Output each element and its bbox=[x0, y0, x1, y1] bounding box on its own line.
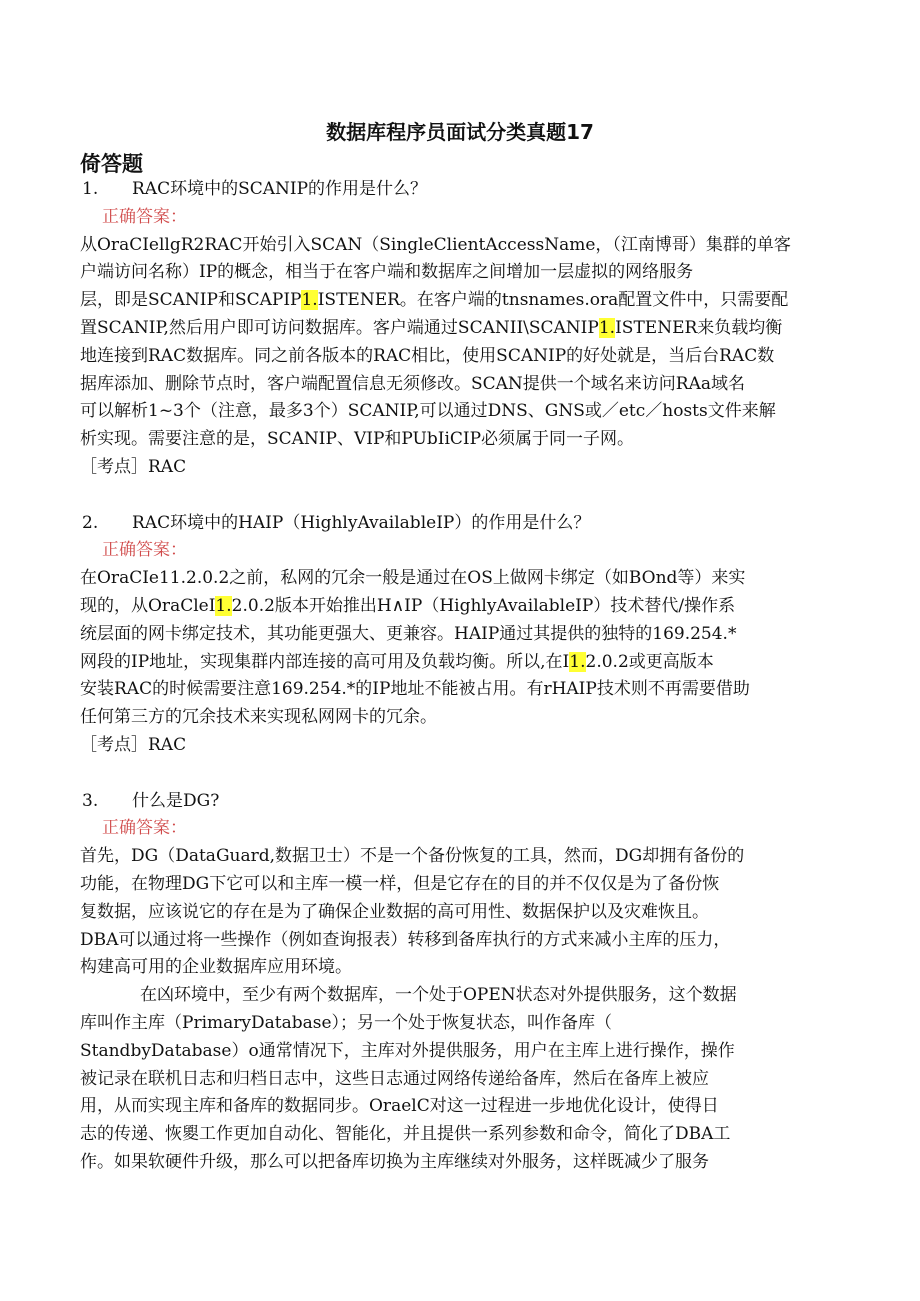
section-heading: 倚答题 bbox=[80, 152, 143, 176]
highlight-mark: 1. bbox=[598, 317, 616, 338]
answer-line: 地连接到RAC数据库。同之前各版本的RAC相比，使用SCANIP的好处就是，当后台RAC数 bbox=[80, 345, 775, 366]
answer-line: 统层面的网卡绑定技术，其功能更强大、更兼容。HAIP通过其提供的独特的169.254.* bbox=[80, 623, 737, 644]
topic-tag: ［考点］RAC bbox=[80, 734, 187, 755]
answer-line: 安装RAC的时候需要注意169.254.*的IP地址不能被占用。有rHAIP技术则不再需要借助 bbox=[80, 679, 750, 700]
answer-line: 置SCANIP,然后用户即可访问数据库。客户端通过SCANII\SCANIP1.ISTENER来负载均衡 bbox=[80, 317, 783, 338]
answer-line: 任何第三方的冗余技术来实现私网网卡的冗余。 bbox=[80, 707, 437, 728]
answer-line: 作。如果软硬件升级，那么可以把备库切换为主库继续对外服务，这样既减少了服务 bbox=[80, 1151, 709, 1172]
question-text: RAC环境中的SCANIP的作用是什么？ bbox=[132, 179, 428, 199]
answer-line: 网段的IP地址，实现集群内部连接的高可用及负载均衡。所以,在I1.2.0.2或更高版本 bbox=[80, 651, 714, 672]
question-text: RAC环境中的HAIP（HighlyAvailableIP）的作用是什么？ bbox=[132, 512, 591, 533]
question-line bbox=[80, 176, 840, 204]
highlight-mark: 1. bbox=[215, 595, 232, 616]
answer-label: 正确答案： bbox=[102, 818, 187, 839]
question-text: 什么是DG? bbox=[132, 790, 220, 811]
question-line bbox=[80, 788, 840, 816]
answer-line: StandbyDatabase）o通常情况下，主库对外提供服务，用户在主库上进行操作，操作 bbox=[80, 1040, 735, 1061]
answer-line: 库叫作主库（PrimaryDatabase）；另一个处于恢复状态，叫作备库（ bbox=[80, 1012, 613, 1033]
question-number: 2. bbox=[82, 512, 99, 533]
answer-line: 据库添加、删除节点时，客户端配置信息无须修改。SCAN提供一个域名来访问RAa域名 bbox=[80, 373, 746, 394]
answer-line: 复数据，应该说它的存在是为了确保企业数据的高可用性、数据保护以及灾难恢且。 bbox=[80, 901, 709, 922]
answer-line: 功能，在物理DG下它可以和主库一模一样，但是它存在的目的并不仅仅是为了备份恢 bbox=[80, 873, 720, 894]
answer-line: 析实现。需要注意的是，SCANIP、VIP和PUbIiCIP必须属于同一子网。 bbox=[80, 429, 635, 450]
answer-line: 在凶环境中，至少有两个数据库，一个处于OPEN状态对外提供服务，这个数据 bbox=[140, 985, 737, 1006]
answer-line: 志的传递、恢夓工作更加自动化、智能化，并且提供一系列参数和命令，简化了DBA工 bbox=[80, 1124, 731, 1145]
spacer bbox=[80, 482, 840, 510]
document-title: 数据库程序员面试分类真题17 bbox=[326, 120, 594, 144]
answer-line: 现的，从OraCleI1.2.0.2版本开始推出H∧IP（HighlyAvailableIP）技术替代/操作系 bbox=[80, 595, 736, 616]
answer-label: 正确答案： bbox=[102, 540, 187, 561]
answer-line: 户端访问名称）IP的概念，相当于在客户端和数据库之间增加一层虚拟的网络服务 bbox=[80, 262, 694, 283]
answer-line: 从OraCIellgR2RAC开始引入SCAN（SingleClientAccessName，（江南博哥）集群的单客 bbox=[80, 234, 791, 255]
answer-line: 可以解析1~3个（注意，最多3个）SCANIP,可以通过DNS、GNS或／etc／hosts文件来解 bbox=[80, 401, 776, 422]
question-number: 1. bbox=[82, 179, 99, 199]
highlight-mark: 1. bbox=[301, 290, 318, 311]
highlight-mark: 1. bbox=[569, 651, 586, 672]
answer-line: 用，从而实现主库和备库的数据同步。OraelC对这一过程进一步地优化设计，使得日 bbox=[80, 1096, 719, 1117]
spacer bbox=[80, 760, 840, 788]
answer-label: 正确答案： bbox=[102, 206, 187, 227]
document-body bbox=[80, 176, 840, 1177]
answer-line: DBA可以通过将一些操作（例如查询报表）转移到备库执行的方式来减小主库的压力， bbox=[80, 929, 731, 950]
answer-line: 构建高可用的企业数据库应用环境。 bbox=[80, 957, 352, 978]
topic-tag: ［考点］RAC bbox=[80, 456, 187, 477]
question-number: 3. bbox=[82, 790, 99, 811]
answer-line: 在OraCIe11.2.0.2之前，私网的冗余一般是通过在OS上做网卡绑定（如BOnd等）来实 bbox=[80, 568, 746, 589]
answer-line: 被记录在联机日志和归档日志中，这些日志通过网络传递给备库，然后在备库上被应 bbox=[80, 1068, 709, 1089]
answer-line: 层，即是SCANIP和SCAPIP1.ISTENER。在客户端的tnsnames.ora配置文件中，只需要配 bbox=[80, 290, 789, 311]
question-line bbox=[80, 510, 840, 538]
answer-line: 首先，DG（DataGuard,数据卫士）不是一个备份恢复的工具，然而，DG却拥有备份的 bbox=[80, 846, 745, 867]
